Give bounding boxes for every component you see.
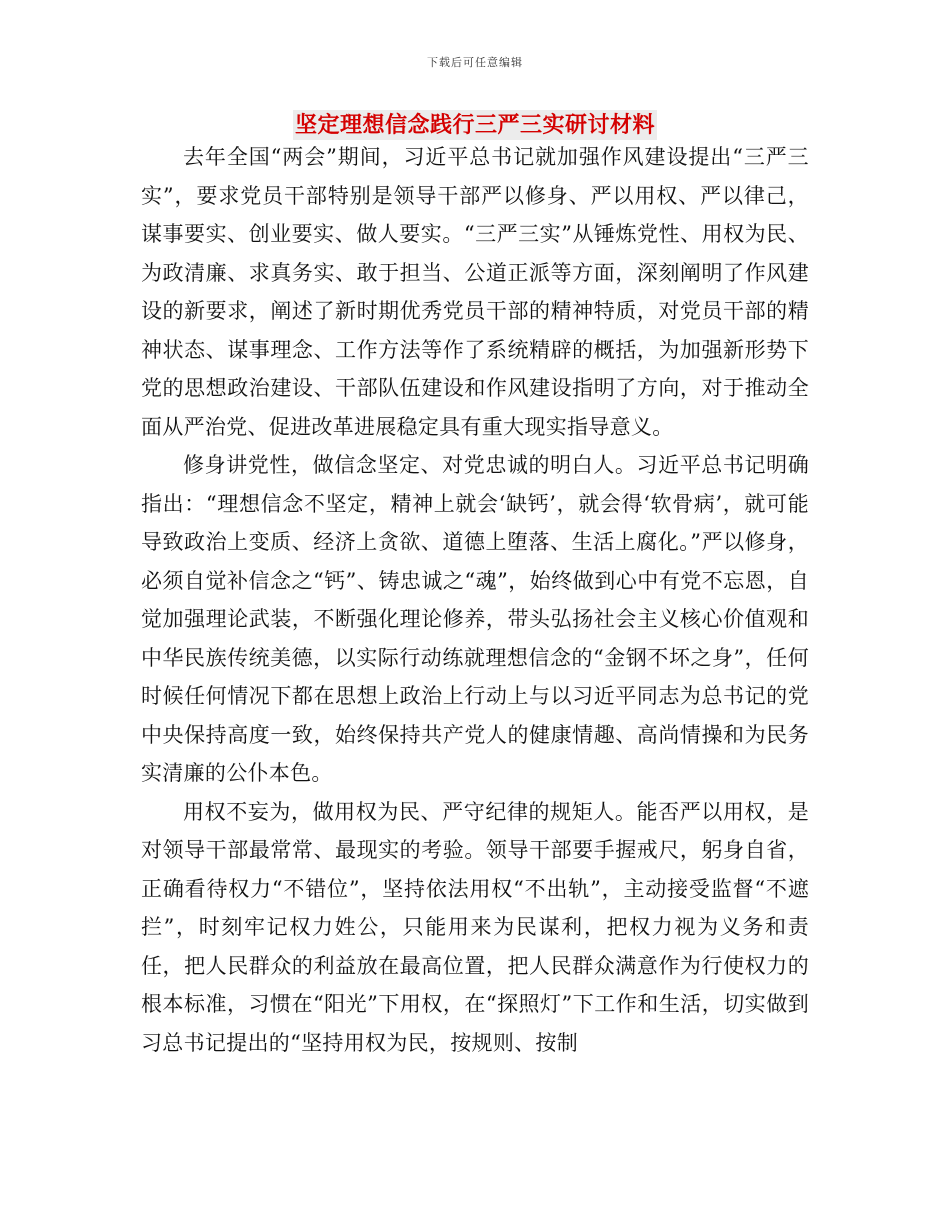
paragraph-1: 去年全国“两会”期间，习近平总书记就加强作风建设提出“三严三实”，要求党员干部特别是领导干部严以修身、严以用权、严以律己，谋事要实、创业要实、做人要实。“三严三实”从锤炼党性、用权为民、为政清廉、求真务实、敢于担当、公道正派等方面，深刻阐明了作风建设的新要求，阐述了新时期优秀党员干部的精神特质，对党员干部的精神状态、谋事理念、工作方法等作了系统精辟的概括，为加强新形势下党的思想政治建设、干部队伍建设和作风建设指明了方向，对于推动全面从严治党、促进改革进展稳定具有重大现实指导意义。 xyxy=(141,145,809,439)
paragraph-2: 修身讲党性，做信念坚定、对党忠诚的明白人。习近平总书记明确指出：“理想信念不坚定，精神上就会‘缺钙’，就会得‘软骨病’，就可能导致政治上变质、经济上贪欲、道德上堕落、生活上腐化。”严以修身，必须自觉补信念之“钙”、铸忠诚之“魂”，始终做到心中有党不忘恩，自觉加强理论武装，不断强化理论修养，带头弘扬社会主义核心价值观和中华民族传统美德，以实际行动练就理想信念的“金钢不坏之身”，任何时候任何情况下都在思想上政治上行动上与以习近平同志为总书记的党中央保持高度一致，始终保持共产党人的健康情趣、高尚情操和为民务实清廉的公仆本色。 xyxy=(141,453,809,785)
paragraph-3: 用权不妄为，做用权为民、严守纪律的规矩人。能否严以用权，是对领导干部最常常、最现实的考验。领导干部要手握戒尺，躬身自省，正确看待权力“不错位”，坚持依法用权“不出轨”，主动接受监督“不遮拦”，时刻牢记权力姓公，只能用来为民谋利，把权力视为义务和责任，把人民群众的利益放在最高位置，把人民群众满意作为行使权力的根本标准，习惯在“阳光”下用权，在“探照灯”下工作和生活，切实做到习总书记提出的“坚持用权为民，按规则、按制 xyxy=(141,799,809,1055)
title-container xyxy=(0,110,950,140)
header-note: 下载后可任意编辑 xyxy=(427,56,523,69)
document-body xyxy=(141,138,809,1062)
document-title: 坚定理想信念践行三严三实研讨材料 xyxy=(294,112,655,138)
